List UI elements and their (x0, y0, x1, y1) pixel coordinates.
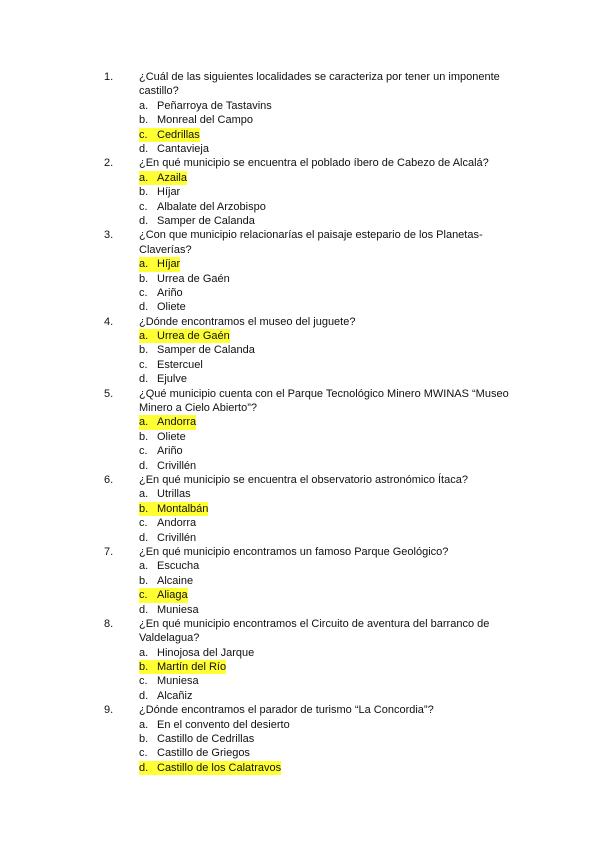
question-number: 9. (104, 704, 114, 717)
answer-option (0, 761, 600, 775)
answer-content (139, 358, 203, 372)
option-text: Ariño (157, 286, 183, 299)
option-letter: a. (139, 488, 149, 501)
answer-option (0, 415, 600, 429)
option-letter: d. (139, 603, 149, 616)
answer-content (139, 286, 183, 300)
answer-option (0, 171, 600, 185)
option-text: Castillo de Cedrillas (157, 733, 255, 746)
option-text: Cedrillas (157, 128, 200, 141)
option-text: Crivillén (157, 531, 197, 544)
option-text: En el convento del desierto (157, 718, 290, 731)
answer-option (0, 559, 600, 573)
answer-content (139, 272, 230, 286)
answer-content (139, 674, 199, 688)
answer-content (139, 559, 199, 573)
option-text: Ariño (157, 445, 183, 458)
highlighted-answer (139, 171, 187, 185)
option-letter: b. (139, 574, 149, 587)
answer-option (0, 286, 600, 300)
question-number: 2. (104, 157, 114, 170)
highlighted-answer (139, 128, 200, 142)
question-row (0, 315, 600, 329)
answer-option (0, 487, 600, 501)
answer-option (0, 272, 600, 286)
question-number: 5. (104, 387, 114, 400)
option-letter: c. (139, 517, 148, 530)
option-letter: b. (139, 733, 149, 746)
answer-option (0, 214, 600, 228)
answer-content (139, 516, 196, 530)
question-number: 1. (104, 71, 114, 83)
question-text: ¿Qué municipio cuenta con el Parque Tecnológico Minero MWINAS “Museo Minero a Cielo Abierto”? (139, 387, 509, 415)
option-letter: d. (139, 689, 149, 702)
answer-option (0, 746, 600, 760)
answer-content (139, 185, 180, 199)
option-text: Samper de Calanda (157, 344, 255, 357)
option-letter: b. (139, 344, 149, 357)
answer-option (0, 372, 600, 386)
answer-option (0, 603, 600, 617)
question-9 (0, 703, 600, 775)
question-row (0, 228, 600, 257)
option-text: Montalbán (157, 502, 209, 515)
option-text: Muniesa (157, 675, 199, 688)
option-text: Castillo de Griegos (157, 747, 250, 760)
question-number: 8. (104, 617, 114, 630)
question-number: 4. (104, 315, 114, 328)
question-text: ¿En qué municipio se encuentra el poblado íbero de Cabezo de Alcalá? (139, 157, 489, 170)
question-5 (0, 387, 600, 473)
option-letter: b. (139, 661, 149, 674)
option-text: Urrea de Gaén (157, 272, 230, 285)
question-row (0, 545, 600, 559)
option-letter: b. (139, 186, 149, 199)
answer-content (139, 646, 254, 660)
answer-option (0, 444, 600, 458)
option-text: Escucha (157, 560, 200, 573)
question-number: 6. (104, 473, 114, 486)
question-row (0, 473, 600, 487)
option-text: Alcaine (157, 574, 194, 587)
answer-option (0, 257, 600, 271)
answer-option (0, 142, 600, 156)
question-text: ¿En qué municipio encontramos un famoso Parque Geológico? (139, 545, 449, 558)
question-7 (0, 545, 600, 617)
option-letter: a. (139, 171, 149, 184)
answer-content (139, 113, 253, 127)
question-row (0, 387, 600, 416)
question-number: 7. (104, 545, 114, 558)
option-text: Azaila (157, 171, 187, 184)
answer-option (0, 99, 600, 113)
answer-content (139, 444, 183, 458)
answer-option (0, 128, 600, 142)
option-letter: c. (139, 675, 148, 688)
option-text: Híjar (157, 258, 181, 271)
option-letter: a. (139, 258, 149, 271)
answer-content (139, 746, 250, 760)
option-letter: d. (139, 531, 149, 544)
option-letter: d. (139, 214, 149, 227)
answer-content (139, 142, 209, 156)
option-text: Crivillén (157, 459, 197, 472)
answer-option (0, 113, 600, 127)
answer-option (0, 200, 600, 214)
option-text: Castillo de los Calatravos (157, 761, 282, 774)
question-row (0, 70, 600, 99)
option-letter: b. (139, 272, 149, 285)
option-letter: b. (139, 114, 149, 127)
answer-content (139, 459, 196, 473)
answer-option (0, 574, 600, 588)
answer-content (139, 689, 192, 703)
question-text: ¿Dónde encontramos el parador de turismo “La Concordia”? (139, 704, 434, 717)
option-letter: c. (139, 200, 148, 213)
answer-content (139, 732, 254, 746)
answer-content (139, 430, 186, 444)
answer-option (0, 674, 600, 688)
highlighted-answer (139, 329, 230, 343)
option-text: Aliaga (157, 589, 188, 602)
option-letter: a. (139, 560, 149, 573)
answer-option (0, 430, 600, 444)
question-row (0, 617, 600, 646)
answer-option (0, 502, 600, 516)
answer-option (0, 516, 600, 530)
question-6 (0, 473, 600, 545)
option-text: Martín del Río (157, 661, 227, 674)
answer-option (0, 329, 600, 343)
answer-content (139, 603, 199, 617)
highlighted-answer (139, 257, 180, 271)
option-text: Samper de Calanda (157, 214, 255, 227)
question-8 (0, 617, 600, 703)
option-letter: a. (139, 99, 149, 112)
option-text: Peñarroya de Tastavins (157, 99, 272, 112)
question-4 (0, 315, 600, 387)
option-text: Albalate del Arzobispo (157, 200, 266, 213)
question-text: ¿En qué municipio encontramos el Circuito de aventura del barranco de Valdelagua? (139, 617, 490, 645)
answer-content (139, 300, 186, 314)
answer-content (139, 343, 255, 357)
option-letter: d. (139, 459, 149, 472)
option-text: Urrea de Gaén (157, 330, 230, 343)
question-text: ¿Dónde encontramos el museo del juguete? (139, 315, 356, 328)
option-text: Alcañiz (157, 689, 193, 702)
option-text: Estercuel (157, 358, 203, 371)
option-text: Oliete (157, 430, 186, 443)
answer-content (139, 200, 266, 214)
option-text: Andorra (157, 517, 197, 530)
answer-option (0, 531, 600, 545)
highlighted-answer (139, 588, 188, 602)
question-text: ¿Con que municipio relacionarías el paisaje estepario de los Planetas-Claverías? (139, 229, 483, 256)
answer-content (139, 372, 187, 386)
option-letter: b. (139, 430, 149, 443)
highlighted-answer (139, 660, 226, 674)
option-letter: c. (139, 747, 148, 760)
option-letter: c. (139, 445, 148, 458)
answer-content (139, 99, 272, 113)
answer-option (0, 185, 600, 199)
option-text: Cantavieja (157, 142, 209, 155)
option-letter: d. (139, 301, 149, 314)
option-text: Hinojosa del Jarque (157, 646, 255, 659)
answer-option (0, 343, 600, 357)
question-text: ¿En qué municipio se encuentra el observatorio astronómico Ítaca? (139, 473, 468, 486)
highlighted-answer (139, 415, 196, 429)
answer-option (0, 459, 600, 473)
option-letter: d. (139, 373, 149, 386)
answer-option (0, 588, 600, 602)
option-letter: c. (139, 286, 148, 299)
answer-content (139, 531, 196, 545)
option-letter: d. (139, 142, 149, 155)
question-row (0, 156, 600, 170)
option-text: Ejulve (157, 373, 187, 386)
option-letter: d. (139, 761, 149, 774)
answer-content (139, 214, 255, 228)
answer-option (0, 732, 600, 746)
answer-content (139, 574, 193, 588)
option-letter: a. (139, 646, 149, 659)
option-letter: a. (139, 416, 149, 429)
option-letter: a. (139, 330, 149, 343)
question-text: ¿Cuál de las siguientes localidades se caracteriza por tener un imponente castillo? (139, 71, 500, 98)
highlighted-answer (139, 761, 281, 775)
answer-option (0, 718, 600, 732)
answer-content (139, 718, 290, 732)
option-letter: c. (139, 589, 148, 602)
question-2 (0, 156, 600, 228)
question-1 (0, 70, 600, 156)
question-3 (0, 228, 600, 314)
option-text: Monreal del Campo (157, 114, 253, 127)
answer-option (0, 660, 600, 674)
answer-option (0, 646, 600, 660)
option-letter: a. (139, 718, 149, 731)
option-letter: c. (139, 358, 148, 371)
option-text: Oliete (157, 301, 186, 314)
answer-option (0, 300, 600, 314)
answer-option (0, 689, 600, 703)
option-text: Andorra (157, 416, 197, 429)
question-number: 3. (104, 229, 114, 242)
highlighted-answer (139, 502, 208, 516)
answer-content (139, 487, 191, 501)
quiz-document (0, 70, 600, 775)
option-text: Utrillas (157, 488, 191, 501)
option-text: Híjar (157, 186, 181, 199)
answer-option (0, 358, 600, 372)
question-row (0, 703, 600, 717)
option-letter: c. (139, 128, 148, 141)
option-letter: b. (139, 502, 149, 515)
option-text: Muniesa (157, 603, 199, 616)
